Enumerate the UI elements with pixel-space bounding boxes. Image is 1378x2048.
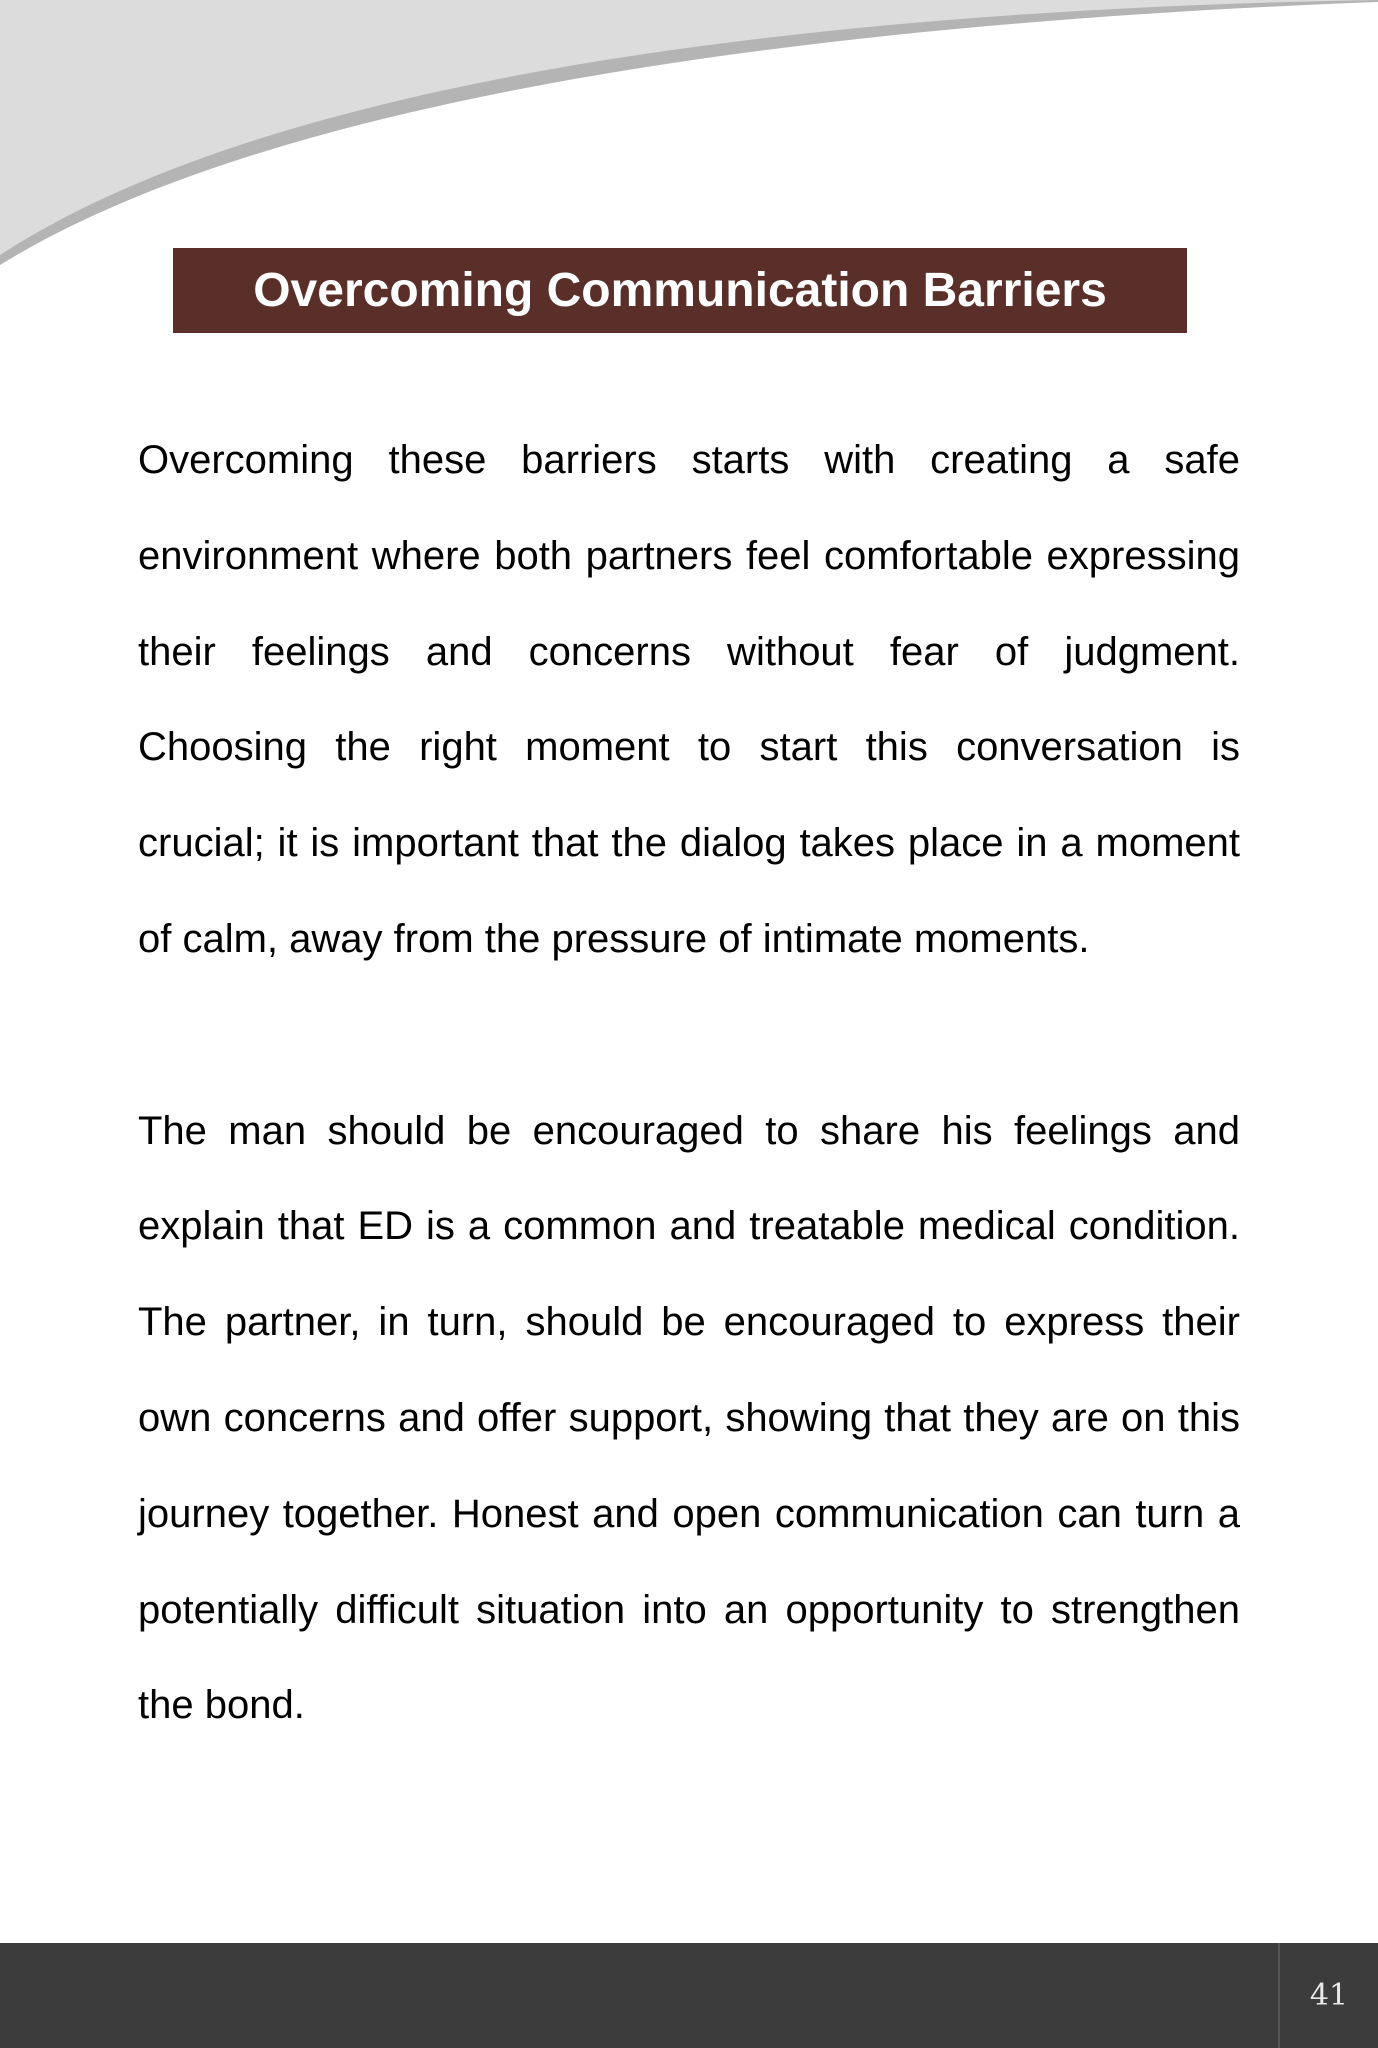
page-title: Overcoming Communication Barriers [253,264,1107,317]
title-banner [173,248,1187,333]
paragraph-1: Overcoming these barriers starts with creating a safe environment where both partners feel comfortable expressing their feelings and concerns without fear of judgment. Choosing the right moment to start this conversation is crucial; it is important that the dialog takes place in a moment of calm, away from the pressure of intimate moments. [138,438,1240,961]
page-number-box [1278,1943,1378,2048]
footer-bar [0,1943,1378,2048]
page-number: 41 [1309,1978,1349,2013]
paragraph-2: The man should be encouraged to share his feelings and explain that ED is a common and treatable medical condition. The partner, in turn, should be encouraged to express their own concerns and offer support, showing that they are on this journey together. Honest and open communication can turn a potentially difficult situation into an opportunity to strengthen the bond. [138,1108,1240,1728]
body-text [138,413,1240,1754]
